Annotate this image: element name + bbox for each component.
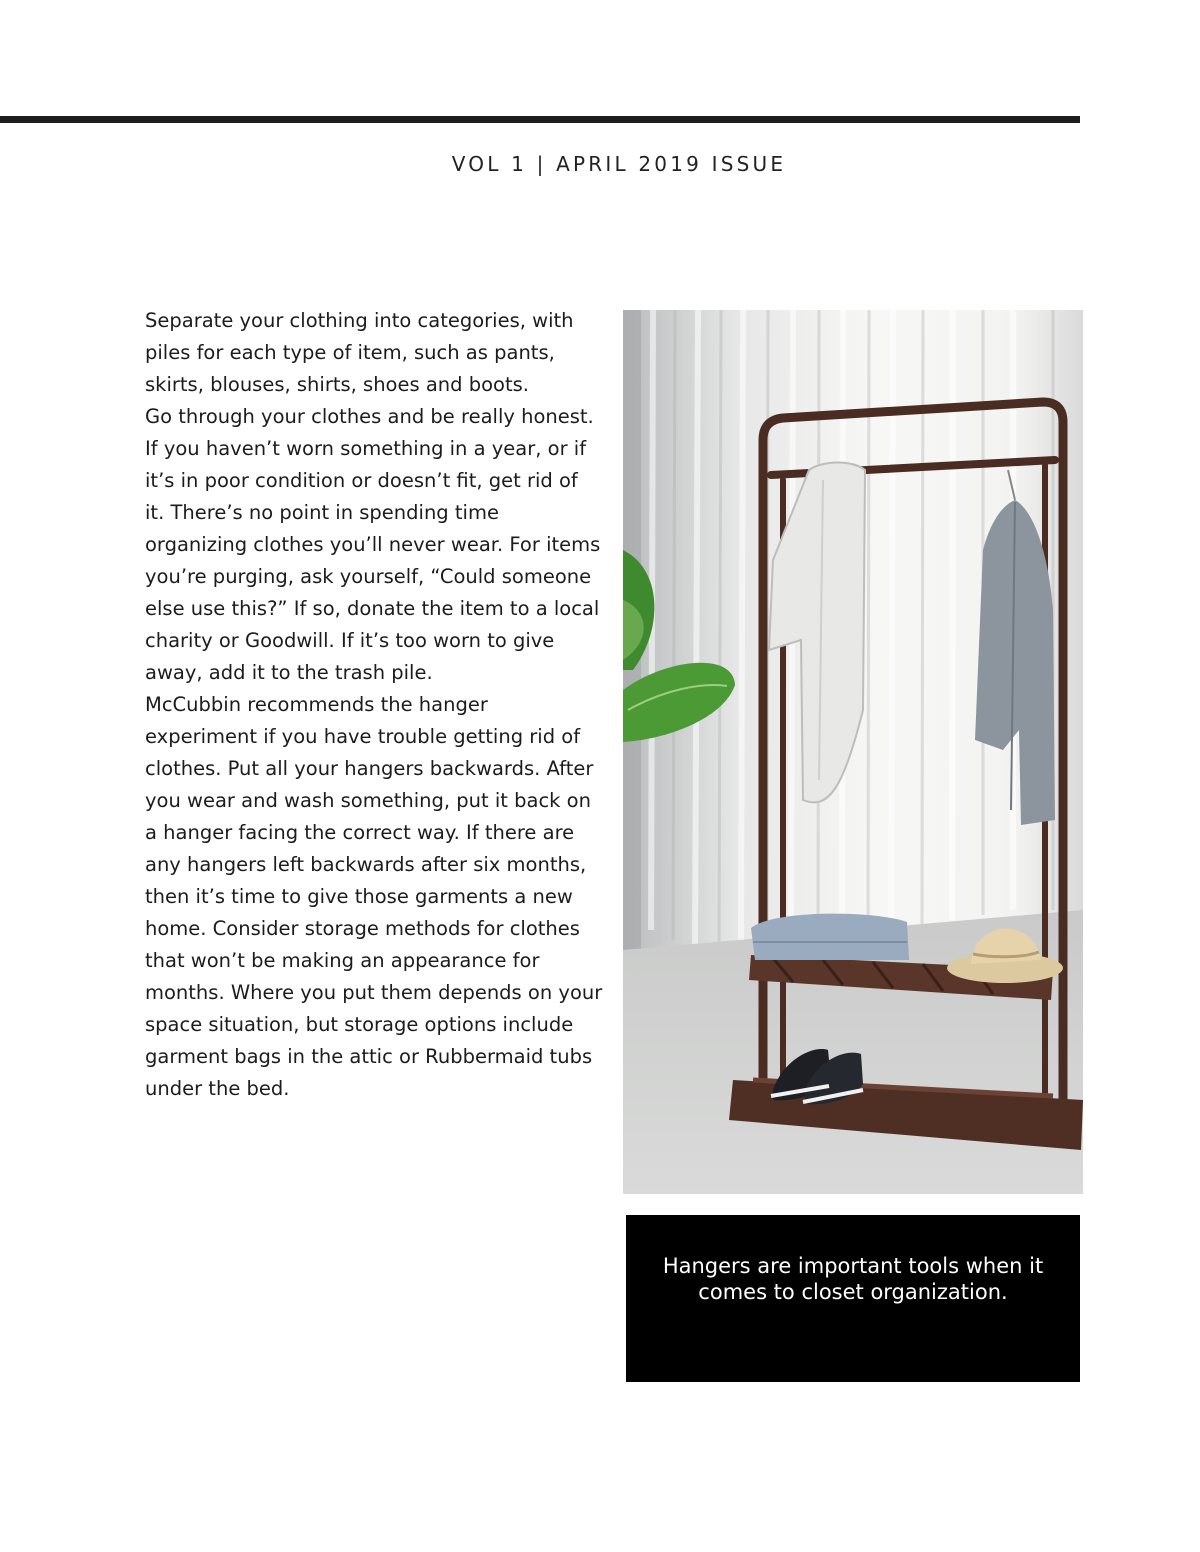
top-rule <box>0 116 1080 123</box>
clothing-rack-photo <box>623 310 1083 1194</box>
issue-label: VOL 1 | APRIL 2019 ISSUE <box>451 152 787 176</box>
article-paragraph: Separate your clothing into categories, with piles for each type of item, such as pants, skirts, blouses, shirts, shoes and boots. <box>145 309 574 396</box>
article-paragraph: Go through your clothes and be really honest. If you haven’t worn something in a year, or if it’s in poor condition or doesn’t fit, get rid of it. There’s no point in spending time organizing clothes you’ll never wear. For items you’re purging, ask yourself, “Could someone else use this?” If so, donate the item to a local charity or Goodwill. If it’s too worn to give away, add it to the trash pile. <box>145 405 601 684</box>
article-body <box>145 305 603 1105</box>
article-paragraph: McCubbin recommends the hanger experiment if you have trouble getting rid of clothes. Put all your hangers backwards. After you wear and wash something, put it back on a hanger facing the correct way. If there are any hangers left backwards after six months, then it’s time to give those garments a new home. Consider storage methods for clothes that won’t be making an appearance for months. Where you put them depends on your space situation, but storage options include garment bags in the attic or Rubbermaid tubs under the bed. <box>145 693 603 1100</box>
caption-text: Hangers are important tools when it comes to closet organization. <box>662 1254 1044 1304</box>
caption-box <box>626 1215 1080 1382</box>
